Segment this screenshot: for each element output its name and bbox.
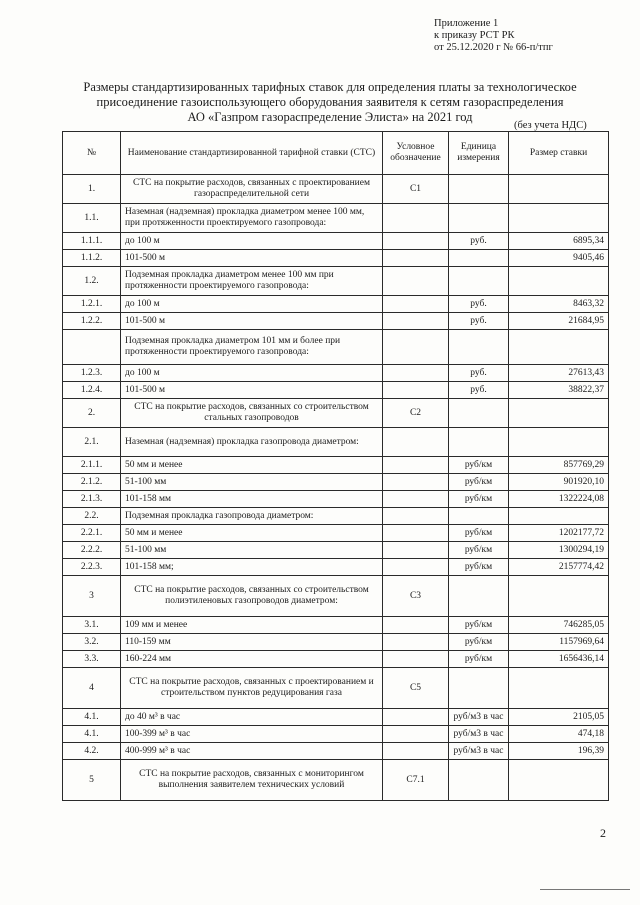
header-unit: Единица измерения <box>449 132 509 175</box>
row-unit <box>449 576 509 617</box>
row-value <box>509 668 609 709</box>
row-name: Наземная (надземная) прокладка диаметром менее 100 мм, при протяженности проектируемого газопровода: <box>121 204 383 233</box>
row-name: 100-399 м³ в час <box>121 726 383 743</box>
row-code: С5 <box>383 668 449 709</box>
row-name: 101-500 м <box>121 382 383 399</box>
row-code <box>383 365 449 382</box>
row-name: СТС на покрытие расходов, связанных с проектированием газораспределительной сети <box>121 175 383 204</box>
row-code <box>383 491 449 508</box>
row-code <box>383 204 449 233</box>
table-row <box>63 525 609 542</box>
row-name: Подземная прокладка диаметром менее 100 мм при протяженности проектируемого газопровода: <box>121 267 383 296</box>
table-row <box>63 296 609 313</box>
rates-table <box>62 131 609 801</box>
row-unit: руб/км <box>449 617 509 634</box>
row-number: 1.2.1. <box>63 296 121 313</box>
row-name: 51-100 мм <box>121 474 383 491</box>
row-number: 1.2.4. <box>63 382 121 399</box>
row-number: 3.2. <box>63 634 121 651</box>
page-number: 2 <box>600 826 606 840</box>
row-number: 4.1. <box>63 709 121 726</box>
document-title <box>60 80 600 125</box>
row-number: 2.2. <box>63 508 121 525</box>
row-value: 857769,29 <box>509 457 609 474</box>
row-name: 400-999 м³ в час <box>121 743 383 760</box>
table-row <box>63 233 609 250</box>
row-number: 1.1. <box>63 204 121 233</box>
table-row <box>63 508 609 525</box>
row-number: 2.1.2. <box>63 474 121 491</box>
row-value <box>509 399 609 428</box>
row-number: 3.1. <box>63 617 121 634</box>
row-unit: руб/км <box>449 651 509 668</box>
row-value: 474,18 <box>509 726 609 743</box>
row-number: 1. <box>63 175 121 204</box>
row-value <box>509 204 609 233</box>
table-row <box>63 250 609 267</box>
row-unit: руб. <box>449 296 509 313</box>
row-number: 1.1.1. <box>63 233 121 250</box>
annex-line-3: от 25.12.2020 г № 66-п/тпг <box>434 42 553 53</box>
table-row <box>63 491 609 508</box>
row-name: Подземная прокладка диаметром 101 мм и более при протяженности проектируемого газопровода: <box>121 330 383 365</box>
table-row <box>63 709 609 726</box>
row-code <box>383 525 449 542</box>
row-code <box>383 508 449 525</box>
row-number: 2.2.3. <box>63 559 121 576</box>
row-unit <box>449 668 509 709</box>
row-code: С2 <box>383 399 449 428</box>
row-number: 3 <box>63 576 121 617</box>
row-value <box>509 576 609 617</box>
title-line-1: Размеры стандартизированных тарифных ставок для определения платы за технологическое <box>83 80 577 94</box>
row-unit <box>449 250 509 267</box>
row-value: 746285,05 <box>509 617 609 634</box>
row-value: 6895,34 <box>509 233 609 250</box>
table-row <box>63 428 609 457</box>
row-name: СТС на покрытие расходов, связанных с мониторингом выполнения заявителем технических условий <box>121 760 383 801</box>
row-code <box>383 330 449 365</box>
table-row <box>63 313 609 330</box>
row-value: 196,39 <box>509 743 609 760</box>
row-code <box>383 542 449 559</box>
annex-line-1: Приложение 1 <box>434 18 499 29</box>
row-code <box>383 382 449 399</box>
row-value: 8463,32 <box>509 296 609 313</box>
row-number: 1.1.2. <box>63 250 121 267</box>
row-value: 27613,43 <box>509 365 609 382</box>
row-name: СТС на покрытие расходов, связанных со строительством полиэтиленовых газопроводов диаметром: <box>121 576 383 617</box>
table-row <box>63 204 609 233</box>
row-code: С1 <box>383 175 449 204</box>
row-unit: руб/км <box>449 474 509 491</box>
row-value <box>509 175 609 204</box>
row-number: 4.1. <box>63 726 121 743</box>
table-row <box>63 267 609 296</box>
row-name: 50 мм и менее <box>121 457 383 474</box>
row-value: 1322224,08 <box>509 491 609 508</box>
table-body <box>63 175 609 801</box>
table-row <box>63 457 609 474</box>
table-row <box>63 760 609 801</box>
header-num: № <box>63 132 121 175</box>
row-unit: руб. <box>449 313 509 330</box>
row-code <box>383 743 449 760</box>
row-number: 4 <box>63 668 121 709</box>
row-unit <box>449 508 509 525</box>
table-row <box>63 617 609 634</box>
row-name: 101-500 м <box>121 313 383 330</box>
row-code <box>383 233 449 250</box>
table-row <box>63 651 609 668</box>
row-code <box>383 474 449 491</box>
row-name: 101-158 мм; <box>121 559 383 576</box>
header-code: Условное обозначение <box>383 132 449 175</box>
row-code <box>383 726 449 743</box>
row-value <box>509 760 609 801</box>
row-value: 1656436,14 <box>509 651 609 668</box>
row-name: СТС на покрытие расходов, связанных со строительством стальных газопроводов <box>121 399 383 428</box>
row-value: 901920,10 <box>509 474 609 491</box>
table-row <box>63 668 609 709</box>
table-row <box>63 474 609 491</box>
row-code <box>383 267 449 296</box>
row-name: СТС на покрытие расходов, связанных с проектированием и строительством пунктов редуцирования газа <box>121 668 383 709</box>
table-row <box>63 365 609 382</box>
row-name: Наземная (надземная) прокладка газопровода диаметром: <box>121 428 383 457</box>
row-value: 1157969,64 <box>509 634 609 651</box>
row-unit <box>449 428 509 457</box>
row-value: 9405,46 <box>509 250 609 267</box>
header-value: Размер ставки <box>509 132 609 175</box>
row-unit: руб/км <box>449 634 509 651</box>
footer-line <box>540 889 630 890</box>
row-number: 2.1.3. <box>63 491 121 508</box>
row-value <box>509 330 609 365</box>
row-number: 4.2. <box>63 743 121 760</box>
row-code <box>383 250 449 267</box>
row-code <box>383 457 449 474</box>
table-row <box>63 330 609 365</box>
row-unit <box>449 204 509 233</box>
row-name: Подземная прокладка газопровода диаметром: <box>121 508 383 525</box>
row-name: до 100 м <box>121 365 383 382</box>
row-code: С7.1 <box>383 760 449 801</box>
vat-note: (без учета НДС) <box>514 120 587 131</box>
row-code <box>383 313 449 330</box>
row-unit: руб. <box>449 233 509 250</box>
row-value <box>509 428 609 457</box>
table-header-row <box>63 132 609 175</box>
row-name: до 40 м³ в час <box>121 709 383 726</box>
row-unit <box>449 399 509 428</box>
row-number: 1.2.2. <box>63 313 121 330</box>
row-name: 50 мм и менее <box>121 525 383 542</box>
row-number: 3.3. <box>63 651 121 668</box>
row-number: 1.2. <box>63 267 121 296</box>
row-value: 1202177,72 <box>509 525 609 542</box>
row-code <box>383 617 449 634</box>
row-name: 160-224 мм <box>121 651 383 668</box>
annex-line-2: к приказу РСТ РК <box>434 30 515 41</box>
row-unit: руб/км <box>449 542 509 559</box>
row-name: 51-100 мм <box>121 542 383 559</box>
row-unit: руб/км <box>449 525 509 542</box>
table-row <box>63 743 609 760</box>
table-row <box>63 542 609 559</box>
row-code <box>383 709 449 726</box>
row-value: 21684,95 <box>509 313 609 330</box>
row-code: С3 <box>383 576 449 617</box>
row-value: 38822,37 <box>509 382 609 399</box>
row-number <box>63 330 121 365</box>
table-row <box>63 576 609 617</box>
row-value: 1300294,19 <box>509 542 609 559</box>
row-unit: руб/м3 в час <box>449 743 509 760</box>
row-unit: руб. <box>449 382 509 399</box>
row-unit <box>449 760 509 801</box>
row-name: 101-158 мм <box>121 491 383 508</box>
row-code <box>383 651 449 668</box>
row-number: 2.2.1. <box>63 525 121 542</box>
row-name: 109 мм и менее <box>121 617 383 634</box>
row-value: 2157774,42 <box>509 559 609 576</box>
table-row <box>63 559 609 576</box>
row-code <box>383 634 449 651</box>
row-code <box>383 428 449 457</box>
table-row <box>63 175 609 204</box>
row-unit: руб/км <box>449 559 509 576</box>
table-row <box>63 726 609 743</box>
row-unit: руб/км <box>449 491 509 508</box>
row-code <box>383 559 449 576</box>
table-row <box>63 382 609 399</box>
annex-header <box>434 18 553 54</box>
row-unit <box>449 330 509 365</box>
row-unit <box>449 175 509 204</box>
row-number: 1.2.3. <box>63 365 121 382</box>
row-number: 2.1. <box>63 428 121 457</box>
row-number: 2.1.1. <box>63 457 121 474</box>
table-row <box>63 399 609 428</box>
row-unit: руб/м3 в час <box>449 726 509 743</box>
row-unit: руб/м3 в час <box>449 709 509 726</box>
row-unit: руб/км <box>449 457 509 474</box>
header-name: Наименование стандартизированной тарифной ставки (СТС) <box>121 132 383 175</box>
row-name: до 100 м <box>121 296 383 313</box>
row-number: 2.2.2. <box>63 542 121 559</box>
row-unit: руб. <box>449 365 509 382</box>
title-line-3: АО «Газпром газораспределение Элиста» на 2021 год <box>187 110 473 124</box>
row-value: 2105,05 <box>509 709 609 726</box>
row-code <box>383 296 449 313</box>
row-number: 5 <box>63 760 121 801</box>
title-line-2: присоединение газоиспользующего оборудования заявителя к сетям газораспределения <box>96 95 564 109</box>
row-number: 2. <box>63 399 121 428</box>
row-name: 110-159 мм <box>121 634 383 651</box>
row-name: 101-500 м <box>121 250 383 267</box>
row-unit <box>449 267 509 296</box>
table-row <box>63 634 609 651</box>
row-name: до 100 м <box>121 233 383 250</box>
row-value <box>509 267 609 296</box>
row-value <box>509 508 609 525</box>
